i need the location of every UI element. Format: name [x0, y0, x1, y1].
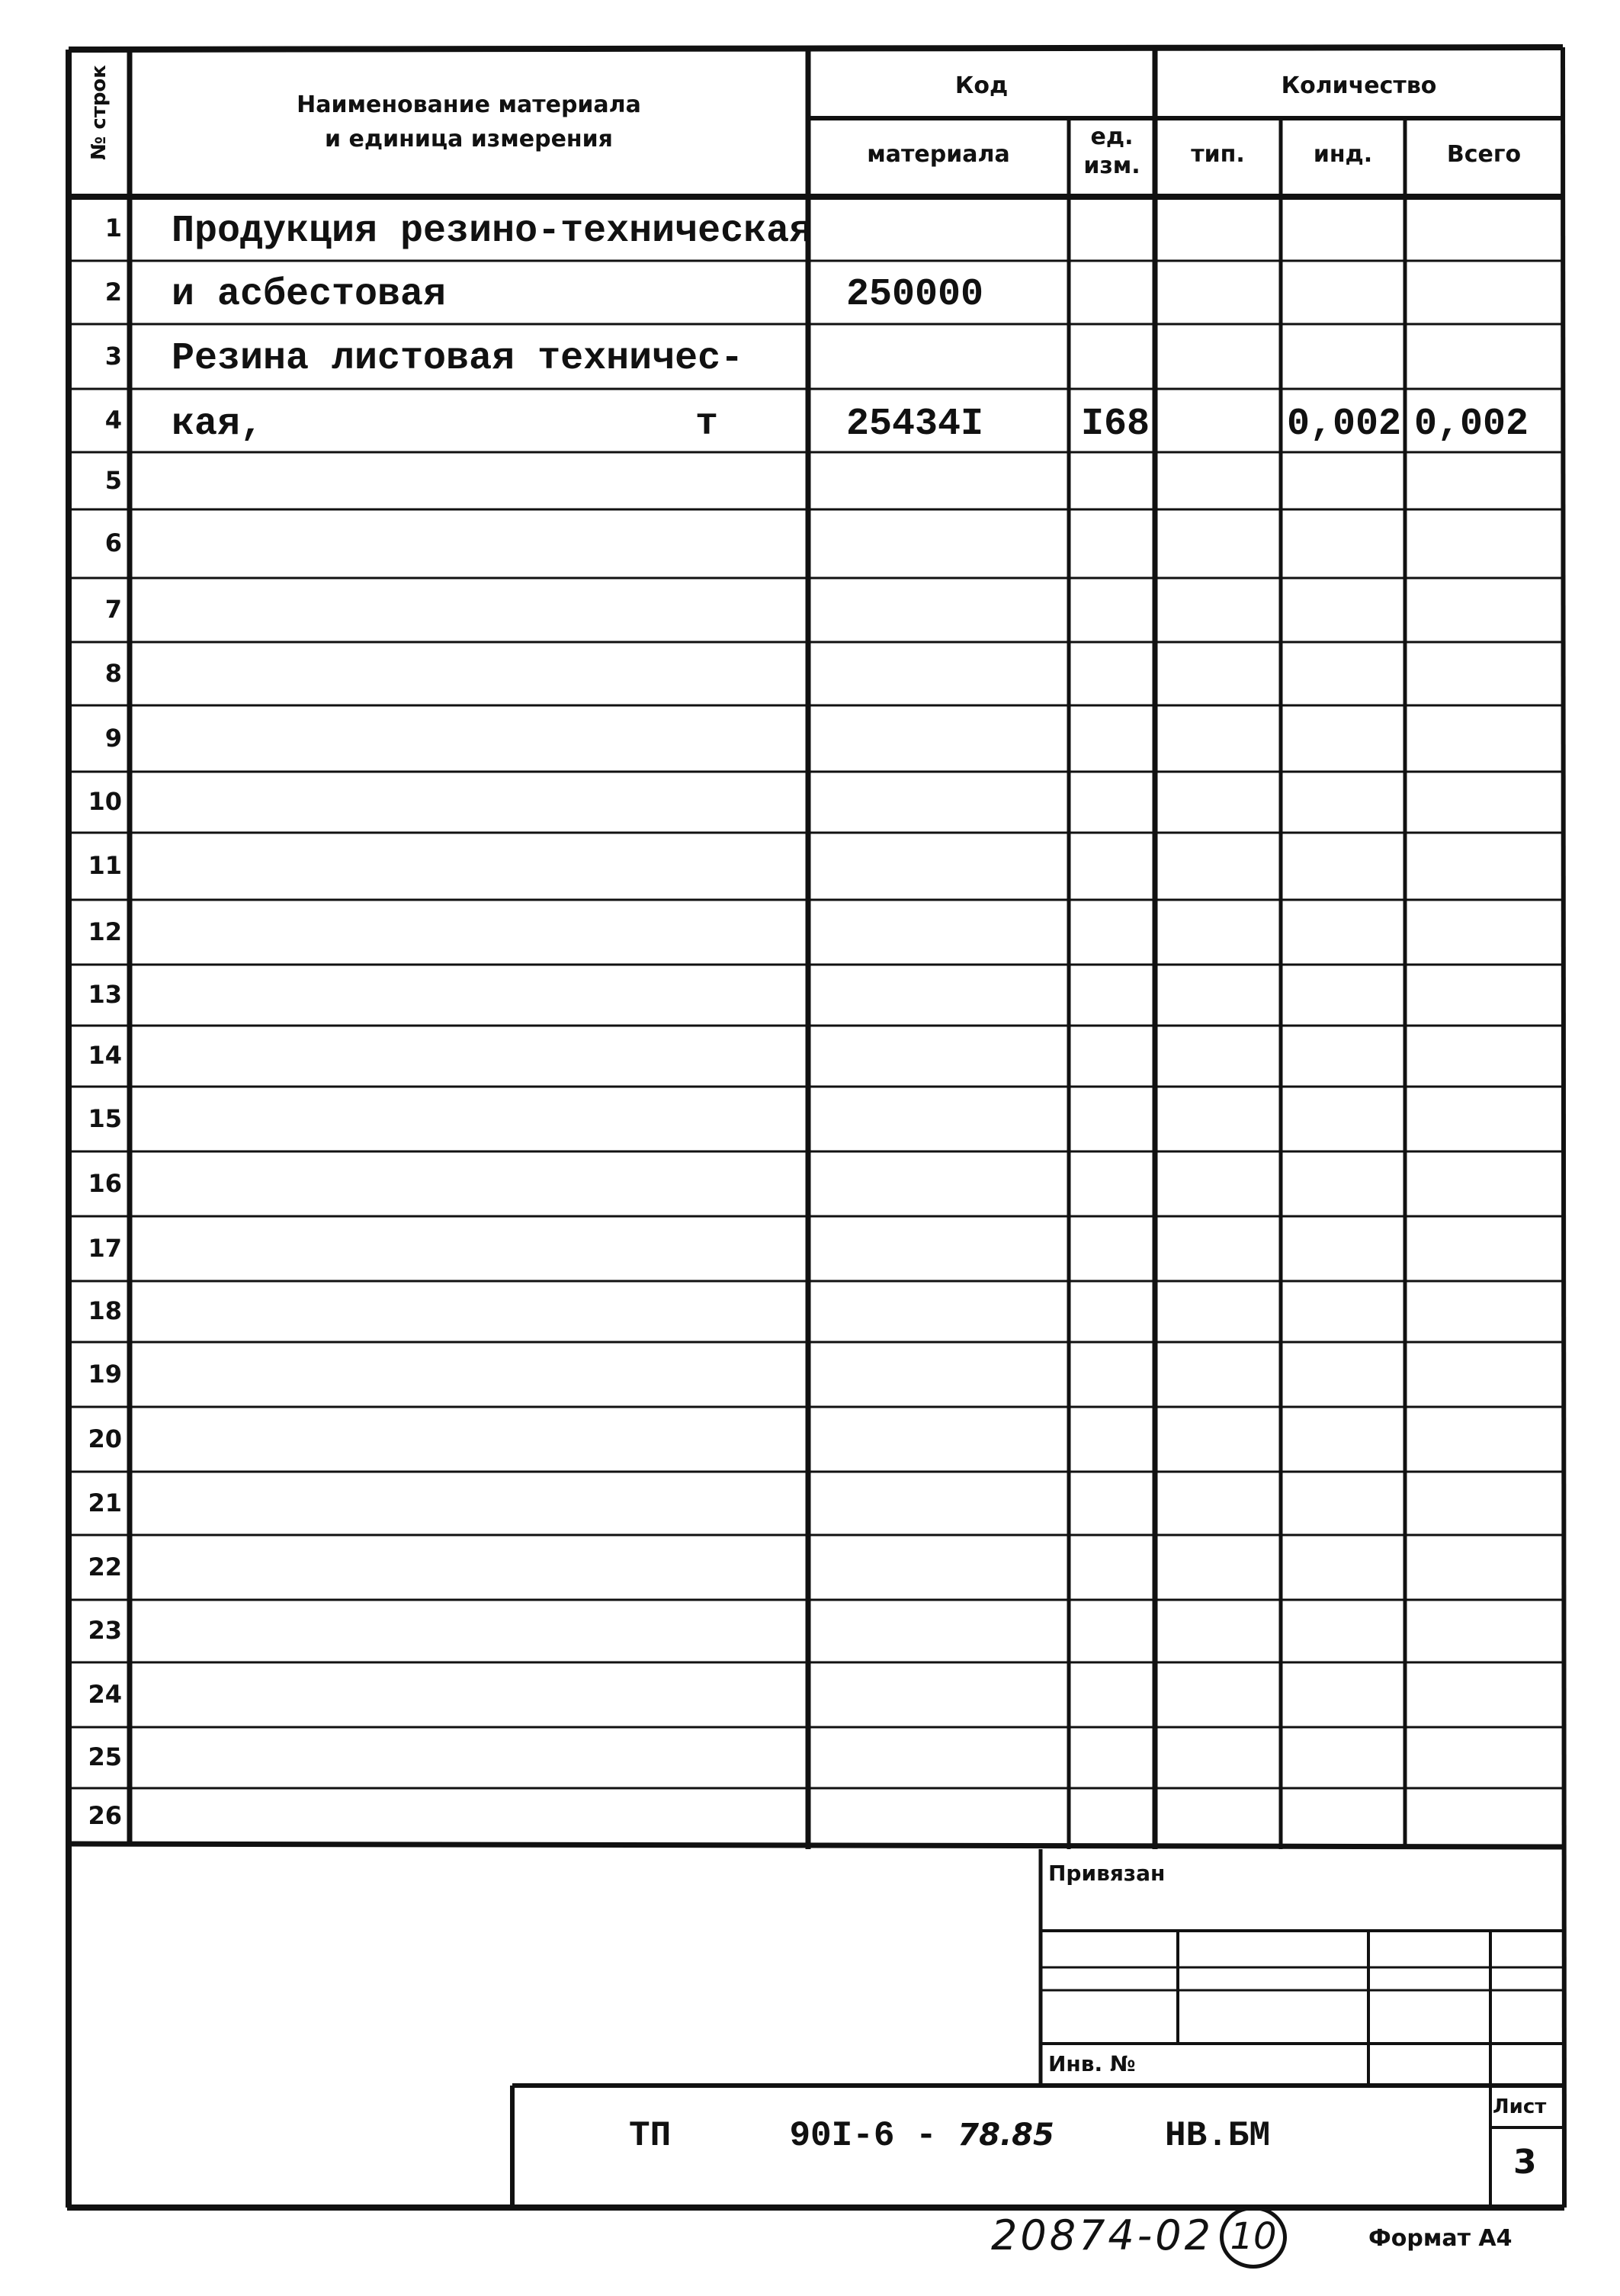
- unit-code-header-line1: ед.: [1090, 124, 1134, 150]
- total-quantity-header: Всего: [1446, 141, 1522, 168]
- row-number: 19: [88, 1359, 122, 1389]
- row-2-material-code: 250000: [846, 273, 984, 316]
- row-4-total-quantity: 0,002: [1414, 403, 1529, 446]
- row-4-name: кая,: [172, 403, 264, 446]
- row-number: 22: [88, 1552, 122, 1582]
- row-number: 6: [104, 528, 122, 557]
- format-label: Формат А4: [1368, 2225, 1513, 2252]
- material-code-header: материала: [867, 141, 1010, 168]
- row-number: 26: [88, 1800, 122, 1830]
- row-number: 24: [88, 1679, 122, 1709]
- ind-quantity-header: инд.: [1313, 141, 1373, 168]
- unit-code-header-line2: изм.: [1083, 153, 1140, 179]
- row-number: 4: [104, 405, 122, 435]
- row-number: 9: [104, 723, 122, 753]
- row-number: 18: [88, 1296, 122, 1325]
- row-number: 25: [88, 1742, 122, 1771]
- row-number: 20: [88, 1424, 122, 1453]
- row-number: 14: [88, 1041, 122, 1070]
- attached-label: Привязан: [1048, 1861, 1166, 1886]
- row-number: 3: [104, 341, 122, 371]
- doc-suffix: НВ.БМ: [1165, 2116, 1271, 2156]
- row-2-name: и асбестовая: [172, 273, 447, 316]
- row-number-header: № строк: [88, 65, 111, 160]
- row-number: 5: [104, 465, 122, 495]
- row-number: 1: [104, 214, 122, 242]
- row-number: 7: [104, 595, 122, 624]
- code-group-header: Код: [954, 72, 1009, 99]
- row-4-ind-quantity: 0,002: [1287, 403, 1402, 446]
- row-number: 13: [88, 980, 122, 1009]
- doc-number-handwritten: 78.85: [958, 2118, 1054, 2153]
- row-4-unit-code: I68: [1081, 403, 1150, 446]
- row-number: 11: [88, 851, 122, 880]
- name-header-line1: Наименование материала: [297, 92, 641, 118]
- row-number: 8: [104, 658, 122, 688]
- sheet-number: 3: [1513, 2143, 1537, 2182]
- row-3-name: Резина листовая техничес-: [172, 337, 744, 381]
- archive-circle: 10: [1220, 2206, 1287, 2269]
- row-number: 2: [104, 277, 122, 307]
- sheet-label: Лист: [1493, 2095, 1547, 2118]
- row-4-unit: т: [695, 403, 719, 446]
- row-number: 16: [88, 1168, 122, 1198]
- row-4-material-code: 25434I: [846, 403, 984, 446]
- name-header-line2: и единица измерения: [325, 126, 613, 153]
- row-number: 23: [88, 1616, 122, 1645]
- document-code: [629, 2116, 1270, 2156]
- row-number: 12: [88, 917, 122, 946]
- row-number: 21: [88, 1488, 122, 1517]
- row-number: 10: [88, 787, 122, 816]
- row-number: 17: [88, 1233, 122, 1263]
- doc-prefix: ТП: [629, 2116, 672, 2156]
- row-1-name: Продукция резино-техническая: [172, 210, 813, 253]
- typ-quantity-header: тип.: [1191, 141, 1245, 168]
- doc-number: 90I-6 -: [789, 2116, 937, 2156]
- inventory-number-label: Инв. №: [1048, 2051, 1136, 2076]
- row-number: 15: [88, 1103, 122, 1133]
- archive-number: 20874-02: [991, 2211, 1214, 2259]
- quantity-group-header: Количество: [1281, 72, 1437, 99]
